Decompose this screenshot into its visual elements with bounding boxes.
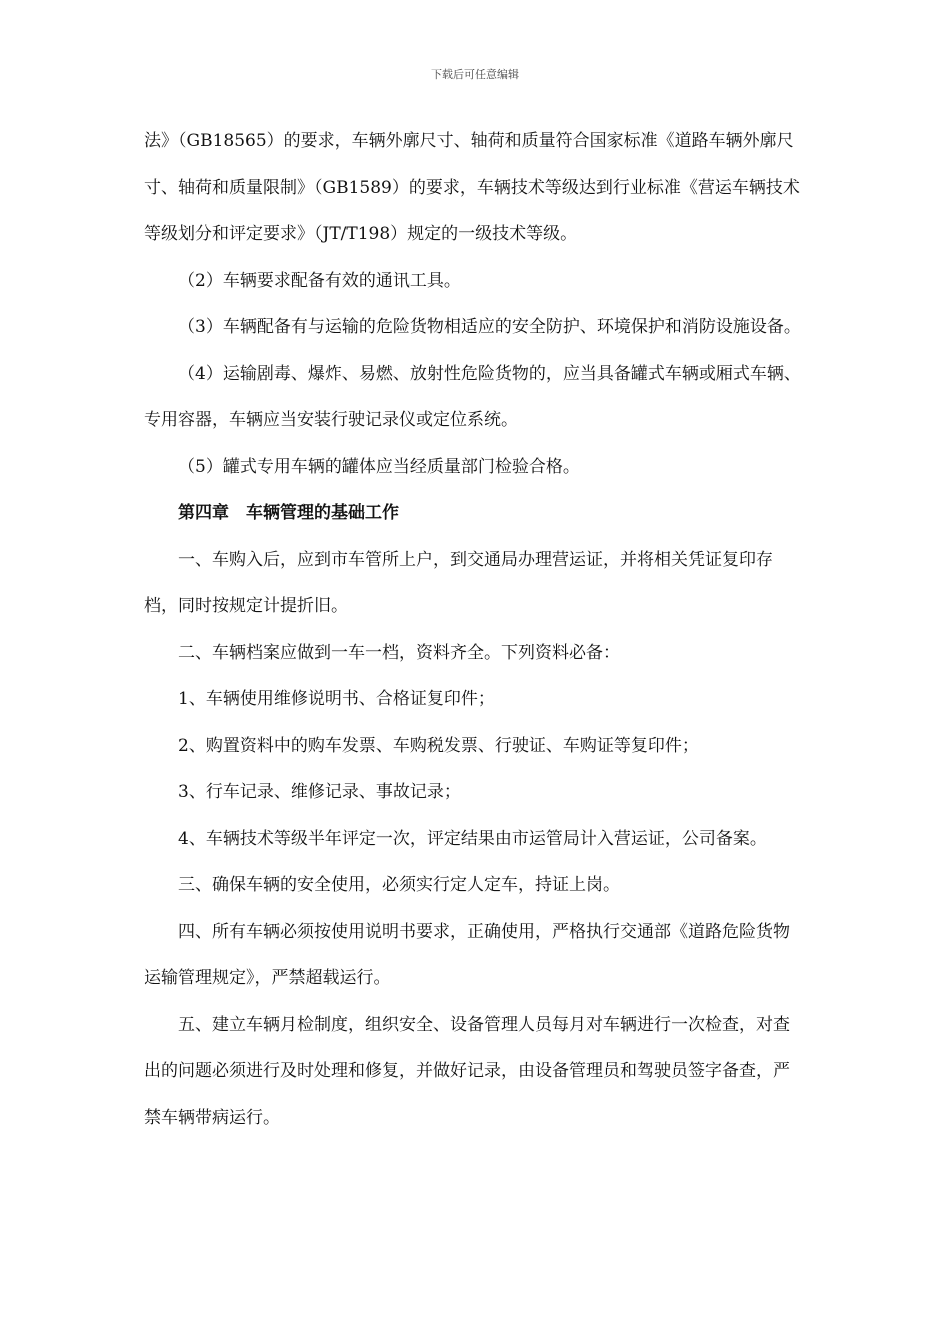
page-header: 下载后可任意编辑 [431, 68, 519, 81]
list-item-1: 1、车辆使用维修说明书、合格证复印件； [178, 689, 495, 709]
paragraph-section-5: 五、建立车辆月检制度，组织安全、设备管理人员每月对车辆进行一次检查，对查出的问题必须进行及时处理和修复，并做好记录，由设备管理员和驾驶员签字备查，严禁车辆带病运行。 [144, 1014, 790, 1128]
paragraph-item-2: （2）车辆要求配备有效的通讯工具。 [178, 270, 461, 291]
paragraph-item-3: （3）车辆配备有与运输的危险货物相适应的安全防护、环境保护和消防设施设备。 [178, 317, 801, 337]
paragraph-standards: 法》（GB18565）的要求，车辆外廓尺寸、轴荷和质量符合国家标准《道路车辆外廓尺寸、轴荷和质量限制》（GB1589）的要求，车辆技术等级达到行业标准《营运车辆技术等级划分和评定要求》（JT/T198）规定的一级技术等级。 [144, 131, 800, 244]
paragraph-section-4: 四、所有车辆必须按使用说明书要求，正确使用，严格执行交通部《道路危险货物运输管理规定》，严禁超载运行。 [144, 921, 790, 988]
document-body [144, 118, 806, 1141]
list-item-2: 2、购置资料中的购车发票、车购税发票、行驶证、车购证等复印件； [178, 735, 699, 756]
paragraph-item-5: （5）罐式专用车辆的罐体应当经质量部门检验合格。 [178, 456, 580, 477]
paragraph-section-3: 三、确保车辆的安全使用，必须实行定人定车，持证上岗。 [178, 875, 620, 895]
paragraph-section-2: 二、车辆档案应做到一车一档，资料齐全。下列资料必备： [178, 642, 620, 663]
list-item-4: 4、车辆技术等级半年评定一次，评定结果由市运管局计入营运证，公司备案。 [178, 828, 767, 849]
paragraph-item-4: （4）运输剧毒、爆炸、易燃、放射性危险货物的，应当具备罐式车辆或厢式车辆、专用容器，车辆应当安装行驶记录仪或定位系统。 [144, 363, 801, 430]
paragraph-section-1: 一、车购入后，应到市车管所上户，到交通局办理营运证，并将相关凭证复印存档，同时按规定计提折旧。 [144, 549, 773, 616]
list-item-3: 3、行车记录、维修记录、事故记录； [178, 782, 461, 802]
chapter-heading: 第四章 车辆管理的基础工作 [178, 503, 399, 523]
